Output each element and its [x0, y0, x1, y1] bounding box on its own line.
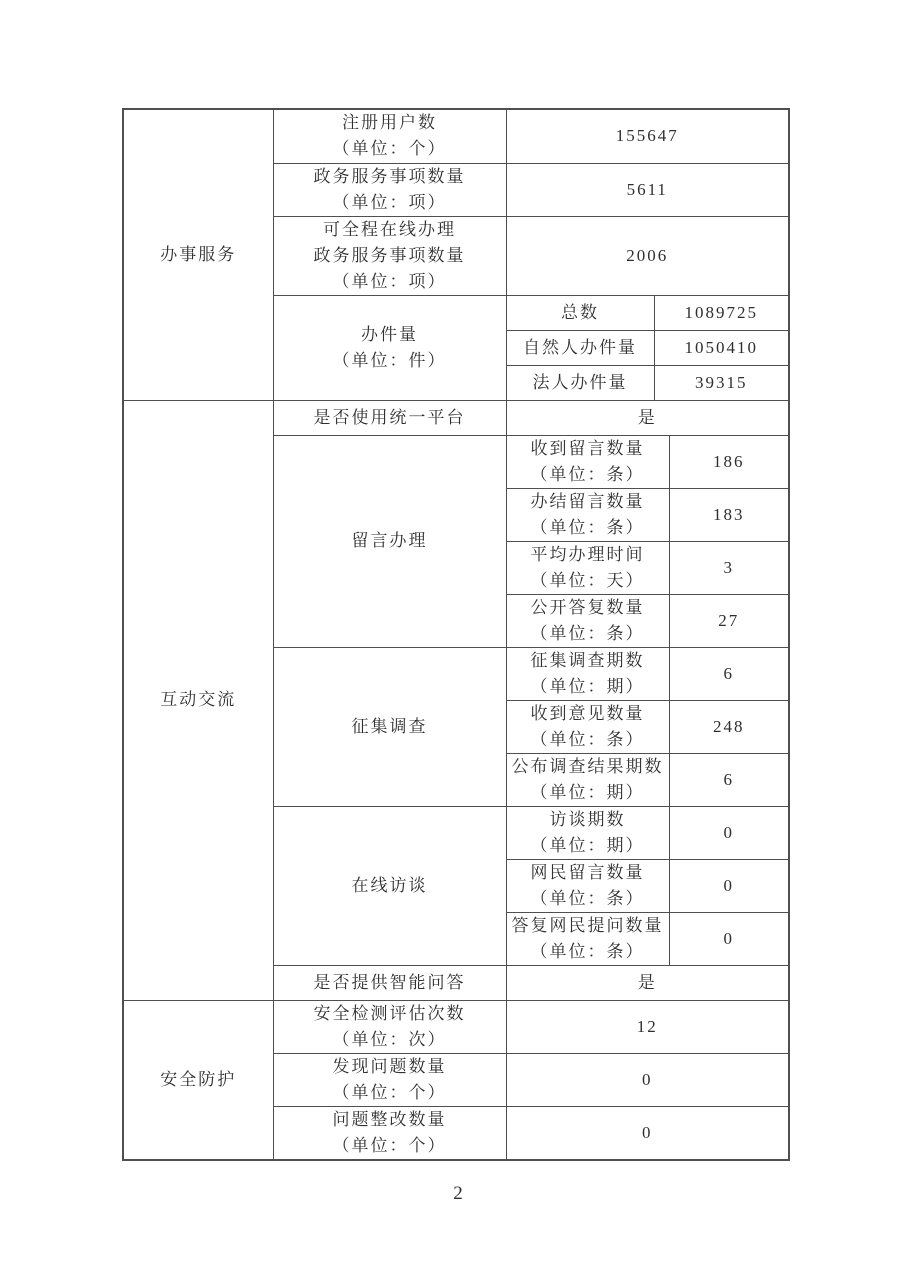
item-label: 安全检测评估次数: [313, 1003, 466, 1023]
subitem-cell-total: 总数: [506, 295, 654, 330]
subitem-unit: （单位：期）: [530, 676, 645, 696]
subitem-label: 收到意见数量: [530, 703, 645, 723]
value-cell-assessments: 12: [506, 1000, 789, 1053]
item-unit: （单位：件）: [332, 350, 447, 370]
table-row: [123, 109, 789, 163]
item-label: 问题整改数量: [332, 1109, 447, 1129]
value-cell-results-published: 6: [669, 753, 789, 806]
item-cell-message-handling: 留言办理: [273, 435, 506, 647]
value-cell-messages-completed: 183: [669, 488, 789, 541]
category-cell-service: [123, 109, 273, 400]
subitem-cell-legal-person: 法人办件量: [506, 365, 654, 400]
value-cell-messages-received: 186: [669, 435, 789, 488]
value-cell-natural-person: 1050410: [654, 330, 789, 365]
value-cell-netizen-messages: 0: [669, 859, 789, 912]
subitem-label: 征集调查期数: [530, 650, 645, 670]
subitem-cell-public-replies: [506, 594, 669, 647]
value-cell-problems-found: 0: [506, 1053, 789, 1106]
value-cell-problems-rectified: 0: [506, 1106, 789, 1160]
subitem-cell-messages-completed: [506, 488, 669, 541]
subitem-cell-opinions-received: [506, 700, 669, 753]
subitem-unit: （单位：条）: [530, 517, 645, 537]
item-label: 发现问题数量: [332, 1056, 447, 1076]
value-cell-legal-person: 39315: [654, 365, 789, 400]
item-cell-registered-users: [273, 109, 506, 163]
subitem-cell-netizen-messages: [506, 859, 669, 912]
subitem-cell-interview-periods: [506, 806, 669, 859]
item-cell-online-interview: 在线访谈: [273, 806, 506, 965]
subitem-unit: （单位：条）: [530, 729, 645, 749]
item-cell-problems-rectified: [273, 1106, 506, 1160]
value-cell-service-items: 5611: [506, 163, 789, 216]
category-cell-security: [123, 1000, 273, 1160]
value-cell-total: 1089725: [654, 295, 789, 330]
subitem-cell-question-replies: [506, 912, 669, 965]
subitem-unit: （单位：条）: [530, 888, 645, 908]
value-cell-registered-users: 155647: [506, 109, 789, 163]
item-unit: （单位：个）: [332, 1135, 447, 1155]
value-cell-survey-periods: 6: [669, 647, 789, 700]
value-cell-public-replies: 27: [669, 594, 789, 647]
item-cell-service-items: [273, 163, 506, 216]
item-cell-assessments: [273, 1000, 506, 1053]
subitem-cell-survey-periods: [506, 647, 669, 700]
subitem-label: 公开答复数量: [530, 597, 645, 617]
subitem-label: 公布调查结果期数: [511, 756, 664, 776]
subitem-cell-natural-person: 自然人办件量: [506, 330, 654, 365]
subitem-label: 收到留言数量: [530, 438, 645, 458]
subitem-label: 平均办理时间: [530, 544, 645, 564]
item-cell-problems-found: [273, 1053, 506, 1106]
subitem-cell-results-published: [506, 753, 669, 806]
value-cell-unified-platform: 是: [506, 400, 789, 435]
subitem-label: 办结留言数量: [530, 491, 645, 511]
item-label: 可全程在线办理: [323, 219, 456, 239]
item-label: 政务服务事项数量: [313, 166, 466, 186]
subitem-unit: （单位：天）: [530, 570, 645, 590]
subitem-cell-messages-received: [506, 435, 669, 488]
subitem-unit: （单位：期）: [530, 782, 645, 802]
item-unit: （单位：个）: [332, 139, 447, 159]
item-cell-unified-platform: 是否使用统一平台: [273, 400, 506, 435]
annual-report-table: [122, 108, 790, 1161]
subitem-unit: （单位：期）: [530, 835, 645, 855]
page-number: 2: [453, 1183, 463, 1204]
value-cell-interview-periods: 0: [669, 806, 789, 859]
item-label: 政务服务事项数量: [313, 245, 466, 265]
subitem-label: 网民留言数量: [530, 862, 645, 882]
item-cell-survey: 征集调查: [273, 647, 506, 806]
item-cell-full-online-items: [273, 216, 506, 295]
subitem-cell-avg-time: [506, 541, 669, 594]
item-unit: （单位：项）: [332, 192, 447, 212]
category-label-security: 安全防护: [160, 1069, 237, 1089]
table-row: [123, 1000, 789, 1053]
item-unit: （单位：项）: [332, 271, 447, 291]
subitem-unit: （单位：条）: [530, 941, 645, 961]
value-cell-opinions-received: 248: [669, 700, 789, 753]
item-label: 办件量: [361, 324, 418, 344]
item-cell-case-volume: [273, 295, 506, 400]
item-unit: （单位：次）: [332, 1029, 447, 1049]
subitem-label: 答复网民提问数量: [511, 915, 664, 935]
value-cell-full-online-items: 2006: [506, 216, 789, 295]
subitem-unit: （单位：条）: [530, 464, 645, 484]
value-cell-question-replies: 0: [669, 912, 789, 965]
category-cell-interaction: [123, 400, 273, 1000]
category-label-service: 办事服务: [160, 244, 237, 264]
subitem-unit: （单位：条）: [530, 623, 645, 643]
value-cell-smart-qa: 是: [506, 965, 789, 1000]
item-label: 注册用户数: [342, 113, 437, 133]
category-label-interaction: 互动交流: [160, 690, 237, 709]
item-unit: （单位：个）: [332, 1082, 447, 1102]
table-row: [123, 400, 789, 435]
subitem-label: 访谈期数: [549, 809, 626, 829]
value-cell-avg-time: 3: [669, 541, 789, 594]
item-cell-smart-qa: 是否提供智能问答: [273, 965, 506, 1000]
